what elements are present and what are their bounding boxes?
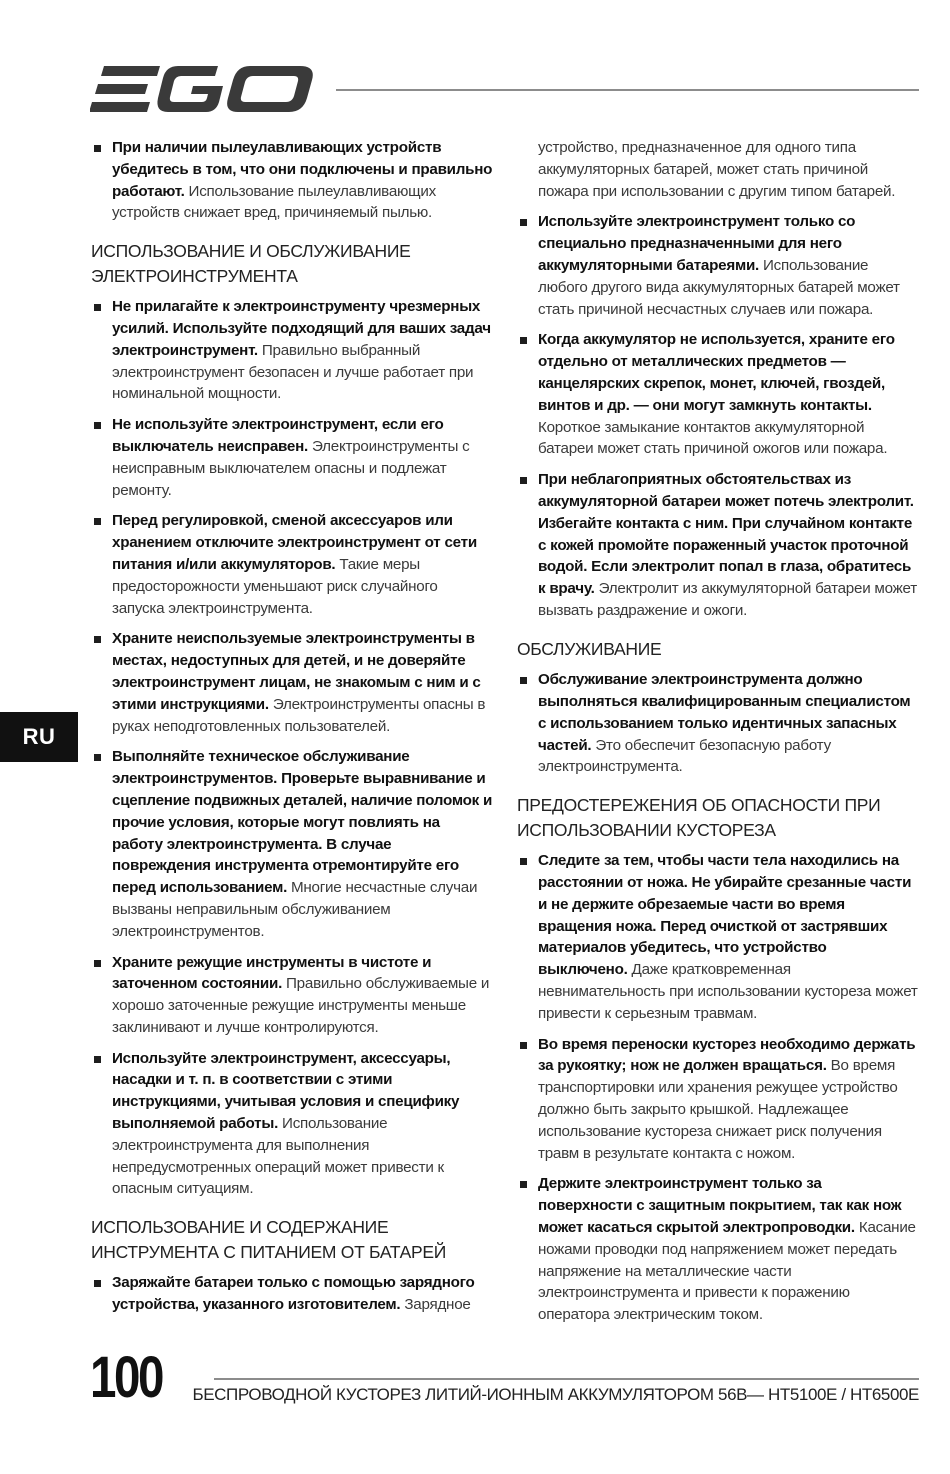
logo-e-bottom [90, 102, 150, 112]
item-bold-text: Следите за тем, чтобы части тела находились на расстоянии от ножа. Не убирайте срезанные части и не держите обрезаемые части во время вращения ножа. Перед очисткой от застрявших материалов убедитесь, что устройство выключено. [538, 852, 912, 979]
list-item [517, 211, 919, 320]
item-text: Электроинструменты с неисправным выключателем опасны и подлежат ремонту. [112, 437, 470, 499]
list-item [517, 1173, 919, 1326]
item-text: Даже кратковременная невнимательность при использовании кустореза может привести к серьезным травмам. [538, 961, 918, 1022]
item-bold-text: Перед регулировкой, сменой аксессуаров или хранением отключите электроинструмент от сети питания и/или аккумуляторов. [112, 512, 477, 573]
item-text: Такие меры предосторожности уменьшают риск случайного запуска электроинструмента. [112, 555, 438, 617]
list-item [91, 296, 493, 405]
item-bold-text: Используйте электроинструмент только со специально предназначенными для него аккумуляторными батареями. [538, 213, 856, 274]
item-text: Зарядное [400, 1296, 471, 1314]
footer-rule [214, 1378, 919, 1380]
item-bold-text: Не прилагайте к электроинструменту чрезмерных усилий. Используйте подходящий для ваших задач электроинструмент. [112, 298, 491, 359]
item-text: Во время транспортировки или хранения режущее устройство должно быть закрыто крышкой. Надлежащее использование кустореза снижает риск получения травм в результате контакта с ножом. [538, 1057, 898, 1162]
item-text: Короткое замыкание контактов аккумуляторной батареи может стать причиной ожогов или пожара. [538, 418, 888, 458]
item-text: Электролит из аккумуляторной батареи может вызвать раздражение и ожоги. [538, 580, 917, 619]
item-bold-text: Заряжайте батареи только с помощью зарядного устройства, указанного изготовителем. [112, 1274, 475, 1314]
item-bold-text: Обслуживание электроинструмента должно выполняться квалифицированным специалистом с использованием только идентичных запасных частей. [538, 671, 911, 754]
ego-logo [90, 64, 316, 114]
item-bold-text: Во время переноски кусторез необходимо держать за рукоятку; нож не должен вращаться. [538, 1035, 916, 1075]
item-bold-text: Используйте электроинструмент, аксессуары, насадки и т. п. в соответствии с этими инструкциями, учитывая условия и специфику выполняемой работы. [112, 1049, 460, 1133]
list-item [91, 952, 493, 1039]
item-text: Использование любого другого вида аккумуляторных батарей может стать причиной несчастных случаев или пожара. [538, 256, 900, 318]
list-item [91, 746, 493, 942]
item-bold-text: Храните неиспользуемые электроинструменты в местах, недоступных для детей, и не доверяйте электроинструмент лицам, не знакомым с ним и с этими инструкциями. [112, 630, 481, 713]
right-column [517, 137, 919, 1335]
section-heading: ИСПОЛЬЗОВАНИЕ И ОБСЛУЖИВАНИЕ ЭЛЕКТРОИНСТРУМЕНТА [91, 241, 411, 286]
logo-e-middle [95, 84, 148, 94]
item-bold-text: Не используйте электроинструмент, если его выключатель неисправен. [112, 416, 444, 455]
item-bold-text: Выполняйте техническое обслуживание электроинструментов. Проверьте выравнивание и сцепление подвижных деталей, наличие поломок и прочие условия, которые могут повлиять на работу электроинструмента. В случае повреждения инструмента отремонтируйте его перед использованием. [112, 748, 493, 897]
item-bold-text: Когда аккумулятор не используется, храните его отдельно от металлических предметов — канцелярских скрепок, монет, ключей, гвоздей, винтов и др. — они могут замкнуть контакты. [538, 331, 895, 414]
item-text: Правильно выбранный электроинструмент безопасен и лучше работает при номинальной мощности. [112, 341, 474, 403]
left-column [91, 137, 493, 1325]
logo-g [157, 66, 223, 112]
list-item [517, 1034, 919, 1165]
footer-title: БЕСПРОВОДНОЙ КУСТОРЕЗ ЛИТИЙ-ИОННЫМ АККУМУЛЯТОРОМ 56В— HT5100E / HT6500E [192, 1385, 919, 1404]
item-text: Многие несчастные случаи вызваны неправильным обслуживанием электроинструментов. [112, 879, 478, 940]
item-text: Касание ножами проводки под напряжением может передать напряжение на металлические части электроинструмента и привести к поражению оператора электрическим током. [538, 1218, 916, 1324]
list-item [91, 137, 493, 224]
item-text: Электроинструменты опасны в руках неподготовленных пользователей. [112, 695, 486, 735]
section-heading: ПРЕДОСТЕРЕЖЕНИЯ ОБ ОПАСНОСТИ ПРИ ИСПОЛЬЗОВАНИИ КУСТОРЕЗА [517, 795, 881, 840]
page-number: 100 [90, 1345, 162, 1410]
item-text: Использование электроинструмента для выполнения непредусмотренных операций может привести к опасным ситуациям. [112, 1115, 444, 1198]
logo-e-top [101, 66, 160, 76]
list-item [91, 1272, 493, 1316]
list-item [517, 669, 919, 778]
item-text: Это обеспечит безопасную работу электроинструмента. [538, 736, 831, 776]
language-tab: RU [0, 712, 78, 762]
list-item [91, 628, 493, 737]
section-heading: ИСПОЛЬЗОВАНИЕ И СОДЕРЖАНИЕ ИНСТРУМЕНТА С ПИТАНИЕМ ОТ БАТАРЕЙ [91, 1217, 447, 1262]
list-item [517, 329, 919, 460]
item-bold-text: При неблагоприятных обстоятельствах из аккумуляторной батареи может потечь электролит. Избегайте контакта с ним. При случайном контакте с кожей промойте пораженный участок проточной водой. Если электролит попал в глаза, обратитесь к врачу. [538, 471, 914, 598]
item-text: Правильно обслуживаемые и хорошо заточенные режущие инструменты меньше заклинивают и лучше контролируются. [112, 975, 490, 1036]
list-item [517, 850, 919, 1024]
logo-o [227, 66, 313, 112]
continued-text: устройство, предназначенное для одного типа аккумуляторных батарей, может стать причиной пожара при использовании с другим типом батарей. [538, 139, 896, 200]
list-item [91, 510, 493, 619]
item-bold-text: Храните режущие инструменты в чистоте и заточенном состоянии. [112, 953, 432, 993]
section-heading: ОБСЛУЖИВАНИЕ [517, 638, 662, 659]
item-text: Использование пылеулавливающих устройств снижает вред, причиняемый пылью. [112, 182, 436, 222]
item-bold-text: При наличии пылеулавливающих устройств убедитесь в том, что они подключены и правильно работают. [112, 139, 493, 200]
item-bold-text: Держите электроинструмент только за поверхности с защитным покрытием, так как нож может касаться скрытой электропроводки. [538, 1175, 902, 1236]
list-item [91, 1048, 493, 1201]
list-item [517, 469, 919, 622]
list-item [91, 414, 493, 501]
header-rule [336, 89, 919, 91]
